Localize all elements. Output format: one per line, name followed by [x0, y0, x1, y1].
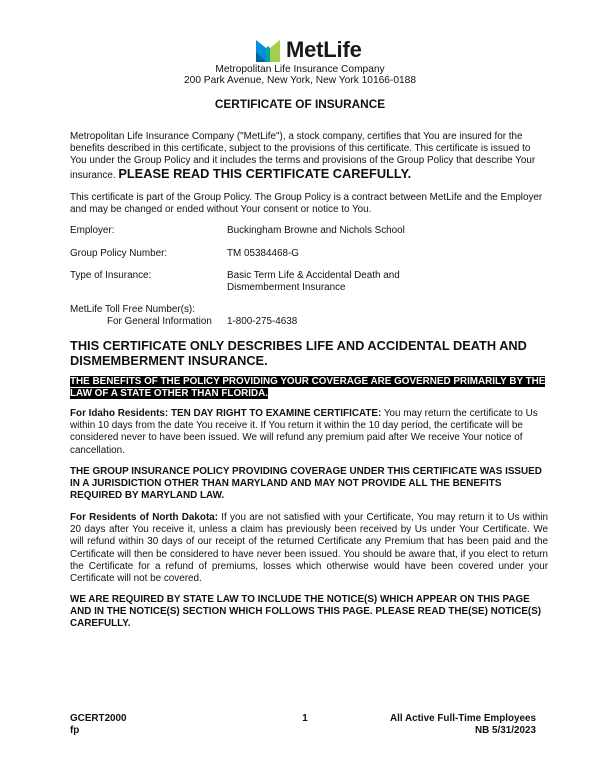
employee-class: All Active Full-Time Employees — [390, 713, 536, 724]
effective-date: NB 5/31/2023 — [475, 725, 536, 736]
company-address: 200 Park Avenue, New York, New York 10166-0188 — [183, 75, 417, 86]
north-dakota-label: For Residents of North Dakota: — [70, 512, 219, 523]
policy-note: This certificate is part of the Group Policy. The Group Policy is a contract between MetLife and the Employer and may be changed or ended without Your consent or notice to You. — [70, 192, 543, 216]
maryland-notice: THE GROUP INSURANCE POLICY PROVIDING COVERAGE UNDER THIS CERTIFICATE WAS ISSUED IN A JURISDICTION OTHER THAN MARYLAND AND MAY NOT PROVIDE ALL THE BENEFITS REQUIRED BY MARYLAND LAW. — [70, 466, 542, 502]
company-name: Metropolitan Life Insurance Company — [215, 64, 385, 75]
policy-number-value: TM 05384468-G — [227, 248, 299, 259]
north-dakota-notice — [70, 512, 548, 585]
general-info-label: For General Information — [107, 316, 212, 327]
general-info-phone: 1-800-275-4638 — [227, 316, 298, 327]
state-law-notice: WE ARE REQUIRED BY STATE LAW TO INCLUDE THE NOTICE(S) WHICH APPEAR ON THIS PAGE AND IN THE NOTICE(S) SECTION WHICH FOLLOWS THIS PAGE. PLEASE READ THE(SE) NOTICE(S) CAREFULLY. — [70, 594, 542, 630]
page-number: 1 — [302, 713, 308, 724]
idaho-label: For Idaho Residents: TEN DAY RIGHT TO EXAMINE CERTIFICATE: — [70, 408, 382, 419]
toll-free-label: MetLife Toll Free Number(s): — [70, 304, 195, 315]
brand-name: MetLife — [286, 37, 362, 62]
form-suffix: fp — [70, 725, 80, 736]
document-title: CERTIFICATE OF INSURANCE — [214, 97, 386, 111]
scope-heading: THIS CERTIFICATE ONLY DESCRIBES LIFE AND ACCIDENTAL DEATH AND DISMEMBERMENT INSURANCE. — [70, 338, 527, 368]
north-dakota-text: If you are not satisfied with your Certificate, You may return it to Us within 20 days after You receive it, unless a claim has previously been received by Us under Your Certificate. We will refund within 30 days of our receipt of the returned Certificate any Premium that has been paid and the Certificate will then be considered to have never been issued. You should be aware that, if you elect to return the Certificate for a refund of premiums, losses which otherwise would have been covered under your Certificate will not be covered. — [70, 512, 548, 585]
footer-right — [390, 713, 536, 737]
florida-notice-text: THE BENEFITS OF THE POLICY PROVIDING YOUR COVERAGE ARE GOVERNED PRIMARILY BY THE LAW OF A STATE OTHER THAN FLORIDA. — [70, 376, 546, 400]
intro-paragraph — [70, 131, 548, 182]
employer-value: Buckingham Browne and Nichols School — [227, 225, 405, 236]
idaho-text: You may return the certificate to Us within 10 days from the date You receive it. If You return it within the 10 day period, the certificate will be considered never to have been issued. We will refund any premium paid after We receive Your notice of cancellation. — [70, 408, 538, 456]
metlife-logo-icon — [256, 38, 280, 62]
metlife-logo — [256, 36, 362, 64]
idaho-notice — [70, 408, 548, 457]
policy-number-label: Group Policy Number: — [70, 248, 168, 259]
footer-left — [70, 713, 127, 737]
intro-emphasis: PLEASE READ THIS CERTIFICATE CAREFULLY. — [118, 165, 412, 181]
insurance-type-label: Type of Insurance: — [70, 270, 152, 281]
insurance-type-value-line1: Basic Term Life & Accidental Death and — [227, 270, 400, 281]
intro-text: Metropolitan Life Insurance Company ("MetLife"), a stock company, certifies that You are insured for the benefits described in this certificate, subject to the provisions of this certificate. This certificate is issued to You under the Group Policy and it includes the terms and provisions of the Group Policy that describe Your insurance. — [70, 131, 536, 181]
insurance-type-value-line2: Dismemberment Insurance — [227, 282, 346, 293]
form-code: GCERT2000 — [70, 713, 127, 724]
florida-notice — [70, 376, 548, 401]
employer-label: Employer: — [70, 225, 115, 236]
